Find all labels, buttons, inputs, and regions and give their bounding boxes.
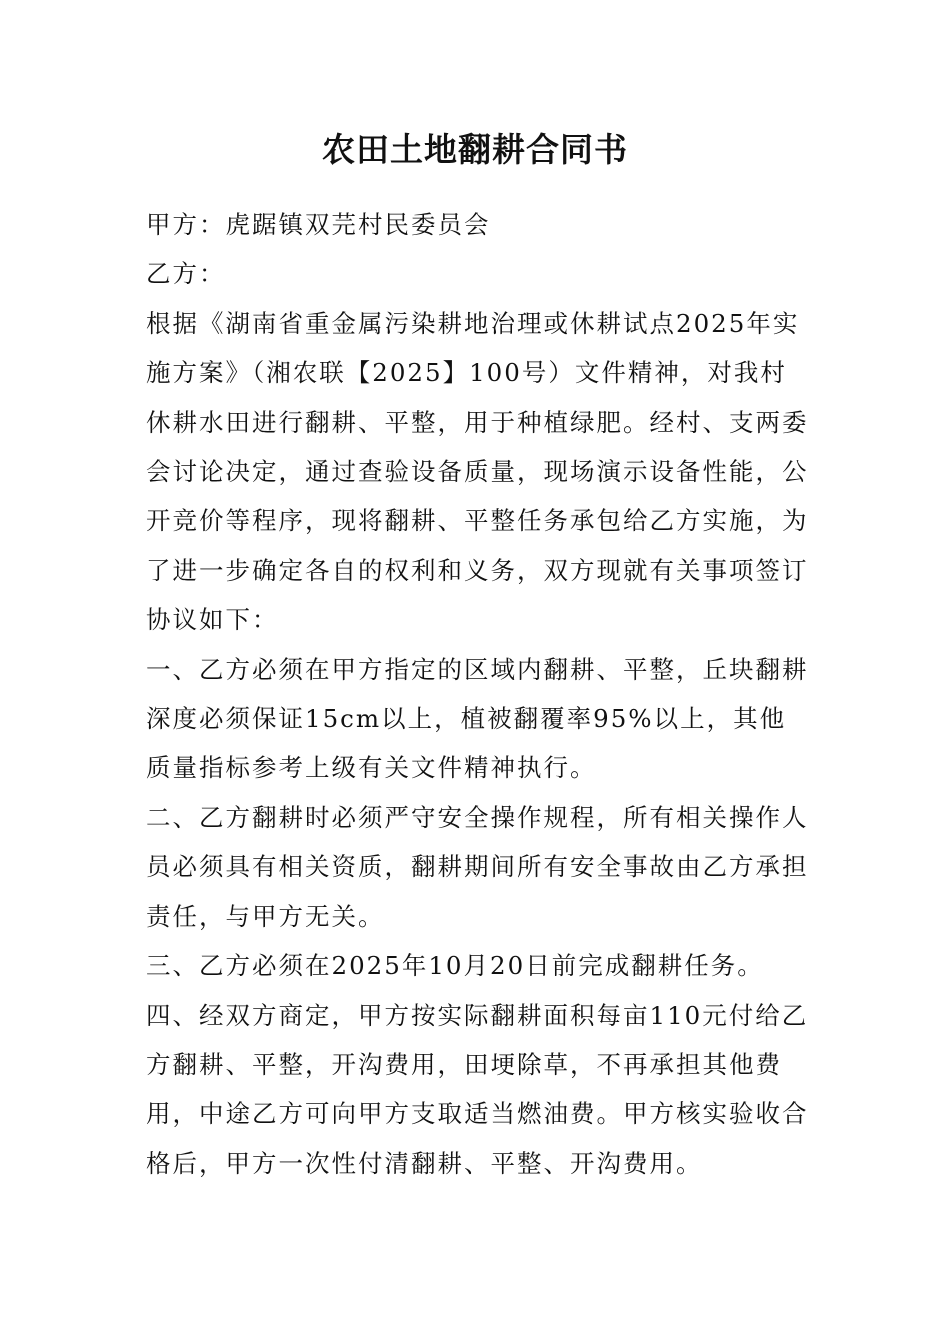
document-body [146, 200, 811, 1188]
clause-1: 一、乙方必须在甲方指定的区域内翻耕、平整，丘块翻耕深度必须保证15cm以上，植被翻覆率95%以上，其他质量指标参考上级有关文件精神执行。 [146, 654, 809, 783]
preamble-paragraph: 根据《湖南省重金属污染耕地治理或休耕试点2025年实施方案》（湘农联【2025】100号）文件精神，对我村休耕水田进行翻耕、平整，用于种植绿肥。经村、支两委会讨论决定，通过查验设备质量，现场演示设备性能，公开竞价等程序，现将翻耕、平整任务承包给乙方实施，为了进一步确定各自的权利和义务，双方现就有关事项签订协议如下： [146, 308, 809, 635]
clause-3: 三、乙方必须在2025年10月20日前完成翻耕任务。 [146, 951, 764, 981]
clause-4: 四、经双方商定，甲方按实际翻耕面积每亩110元付给乙方翻耕、平整，开沟费用，田埂除草，不再承担其他费用，中途乙方可向甲方支取适当燃油费。甲方核实验收合格后，甲方一次性付清翻耕、平整、开沟费用。 [146, 1000, 809, 1178]
party-b-line: 乙方： [146, 259, 226, 289]
document-title: 农田土地翻耕合同书 [322, 130, 628, 169]
clause-2: 二、乙方翻耕时必须严守安全操作规程，所有相关操作人员必须具有相关资质，翻耕期间所有安全事故由乙方承担责任，与甲方无关。 [146, 802, 809, 931]
party-a-line: 甲方：虎踞镇双芫村民委员会 [146, 210, 491, 239]
